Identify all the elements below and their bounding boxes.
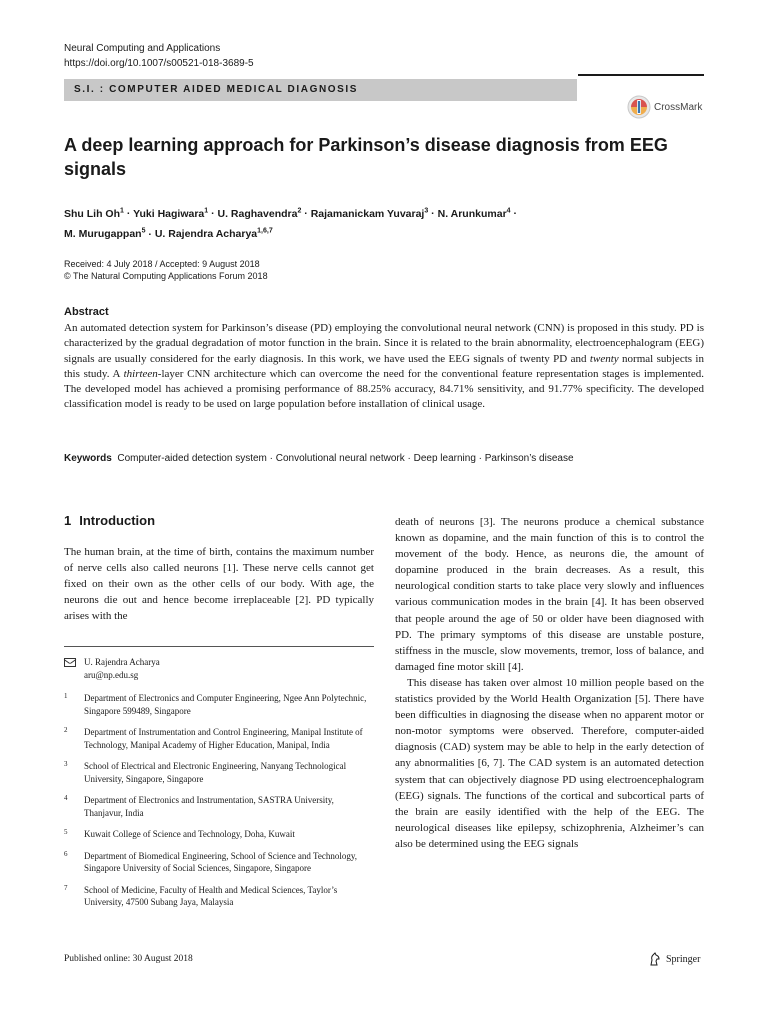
abstract-text: An automated detection system for Parkinson’s disease (PD) employing the convolutional neural network (CNN) is proposed in this study. PD is characterized by the gradual degradation of motor function in the brain. Since it is related to the brain abnormality, electroencephalogram (EEG) signals are usually considered for the early diagnosis. In this work, we have used the EEG signals of twenty PD and twenty normal subjects in this study. A thirteen-layer CNN architecture which can overcome the need for the conventional feature representation stages is implemented. The developed model has achieved a promising performance of 88.25% accuracy, 84.71% sensitivity, and 91.77% specificity. The developed classification model is ready to be used on large population before installation of clinical usage.: [64, 322, 704, 411]
springer-horse-icon: [648, 952, 662, 966]
intro-right-column: [395, 514, 704, 852]
published-online: Published online: 30 August 2018: [64, 954, 193, 964]
affiliation-item: 6 Department of Biomedical Engineering, School of Science and Technology, Singapore University of Social Sciences, Singapore, Singapore: [64, 849, 358, 873]
keywords: [64, 452, 704, 466]
intro-paragraph: death of neurons [3]. The neurons produce a chemical substance known as dopamine, and the main function of this is to control the movement of the body. Hence, as neurons die, the amount of dopamine produced in the brain decreases. As a result, this neurological condition starts to take place very slowly and influences various communication modes in the brain [4]. It has been observed that people around the age of 50 or older have been diagnosed with PD. The primary symptoms of this disease are unstable posture, stiffness in the muscle, slow movements, tremor, loss of balance, and damaged fine motor skill [4].: [395, 516, 704, 673]
author-list: Shu Lih $Oh^1$ · Yuki Hagiwara$^1$ · U. Raghavendra$^2$ · Rajamanickam Yuvaraj$^3$ · N. Arunkumar$^4$ · M. Murugappan$^5$ · U. Rajendra Acharya$^{1,6,7}$: [64, 207, 517, 240]
footnote-divider: [64, 646, 374, 647]
intro-paragraph: This disease has taken over almost 10 million people based on the statistics provided by the World Health Organization [5]. There have been difficulties in diagnosing the disease when no apparent motor or non-motor symptoms were observed. Therefore, computer-aided diagnosis (CAD) system may be able to help in the early detection of any abnormalities [6, 7]. The CAD system is an automated detection system that can objectively diagnose PD using electroencephalogram (EEG) signals. The functions of the cortical and subcortical parts of the brain are easily identified with the help of the EEG. The neurological diseases like epilepsy, schizophrenia, Alzheimer’s can also be determined using the EEG signals: [395, 676, 704, 850]
paper-title: A deep learning approach for Parkinson’s disease diagnosis from EEG signals: [64, 135, 668, 179]
section-heading-introduction: [64, 513, 155, 528]
journal-name: Neural Computing and Applications: [64, 43, 221, 54]
abstract-heading: Abstract: [64, 306, 109, 318]
intro-paragraph: The human brain, at the time of birth, contains the maximum number of nerve cells also called neurons [1]. These nerve cells cannot get fixed on their own as the other cells of our body. With age, the neurons die out and hence become irreplaceable [2]. PD typically arises with the: [64, 546, 374, 623]
section-number: 1: [64, 513, 72, 528]
special-issue-banner: S.I. : COMPUTER AIDED MEDICAL DIAGNOSIS: [64, 79, 577, 101]
publisher-name: Springer: [666, 953, 701, 965]
author[interactable]: Shu Lih Oh$^1$: [64, 207, 124, 220]
journal-header: [64, 41, 254, 71]
article-dates: [64, 258, 268, 282]
intro-left-column: [64, 544, 374, 624]
envelope-icon: [64, 658, 76, 667]
received-accepted: Received: 4 July 2018 / Accepted: 9 August 2018: [64, 259, 260, 269]
author[interactable]: N. Arunkumar$^4$: [437, 207, 511, 220]
corresponding-author: [64, 656, 160, 682]
contact-name: U. Rajendra Acharya: [84, 657, 160, 667]
keywords-list: Computer-aided detection system · Convolutional neural network · Deep learning · Parkinson’s disease: [117, 453, 574, 464]
doi-link[interactable]: https://doi.org/10.1007/s00521-018-3689-5: [64, 58, 254, 69]
author[interactable]: U. Rajendra Acharya$^{1,6,7}$: [154, 227, 273, 240]
affiliation-item: 5 Kuwait College of Science and Technology, Doha, Kuwait: [64, 828, 295, 839]
affiliation-item: 1 Department of Electronics and Computer Engineering, Ngee Ann Polytechnic, Singapore 599489, Singapore: [64, 692, 367, 716]
crossmark-icon: [627, 95, 651, 119]
publisher-logo: [648, 952, 700, 966]
copyright: © The Natural Computing Applications Forum 2018: [64, 271, 268, 281]
affiliation-item: 7 School of Medicine, Faculty of Health and Medical Sciences, Taylor’s University, 47500 Subang Jaya, Malaysia: [64, 883, 338, 907]
author[interactable]: Yuki Hagiwara$^1$: [133, 207, 209, 220]
contact-email[interactable]: aru@np.edu.sg: [84, 670, 139, 680]
author[interactable]: M. Murugappan$^5$: [64, 227, 146, 240]
section-title: Introduction: [79, 513, 156, 528]
crossmark-label: CrossMark: [654, 101, 703, 113]
affiliation-item: 3 School of Electrical and Electronic Engineering, Nanyang Technological University, Singapore, Singapore: [64, 760, 347, 784]
crossmark-badge[interactable]: [627, 92, 707, 122]
header-rule: [578, 74, 704, 76]
affiliation-item: 4 Department of Electronics and Instrumentation, SASTRA University, Thanjavur, India: [64, 794, 334, 818]
author[interactable]: U. Raghavendra$^2$: [217, 207, 302, 220]
affiliations: [64, 692, 374, 918]
keywords-label: Keywords: [64, 453, 112, 464]
author[interactable]: Rajamanickam Yuvaraj$^3$: [310, 207, 429, 220]
affiliation-item: 2 Department of Instrumentation and Control Engineering, Manipal Institute of Technology, Manipal Academy of Higher Education, Manipal, India: [64, 726, 363, 750]
